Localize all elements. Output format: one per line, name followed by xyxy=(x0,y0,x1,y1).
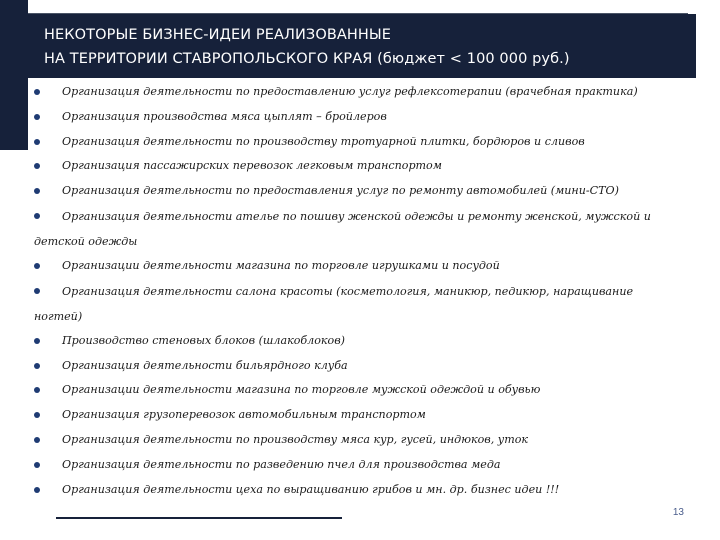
list-item xyxy=(34,329,694,354)
list-item-text: Организация деятельности по предоставления услуг по ремонту автомобилей (мини-СТО) xyxy=(62,184,619,198)
list-item-continuation: ногтей) xyxy=(34,309,83,323)
title-line-2: НА ТЕРРИТОРИИ СТАВРОПОЛЬСКОГО КРАЯ (бюджет < 100 000 руб.) xyxy=(44,51,570,67)
list-item-text: Организация деятельности по предоставлению услуг рефлексотерапии (врачебная практика) xyxy=(62,85,638,98)
bullet-dot-icon xyxy=(34,89,40,95)
bottom-divider xyxy=(56,517,342,519)
list-item xyxy=(34,354,694,379)
list-item xyxy=(34,130,694,155)
list-item-text: Организация деятельности по производству тротуарной плитки, бордюров и сливов xyxy=(62,134,585,148)
page-number: 13 xyxy=(672,507,684,518)
slide-title xyxy=(44,23,688,71)
list-item xyxy=(34,179,694,204)
bullet-dot-icon xyxy=(34,412,40,418)
list-item-text: Организация деятельности по производству мяса кур, гусей, индюков, уток xyxy=(62,432,529,446)
bullet-dot-icon xyxy=(34,263,40,269)
bullet-dot-icon xyxy=(34,338,40,344)
list-item xyxy=(34,453,694,478)
list-item xyxy=(34,154,694,179)
list-item-continuation: детской одежды xyxy=(34,234,138,248)
list-item-text: Производство стеновых блоков (шлакоблоков) xyxy=(62,333,345,347)
list-item-text: Организация пассажирских перевозок легковым транспортом xyxy=(62,159,442,173)
list-item-text: Организация производства мяса цыплят – бройлеров xyxy=(62,109,387,123)
bullet-dot-icon xyxy=(34,163,40,169)
bullet-dot-icon xyxy=(34,288,40,294)
list-item xyxy=(34,279,694,329)
list-item-text: Организация грузоперевозок автомобильным транспортом xyxy=(62,408,426,422)
list-item-text: Организация деятельности салона красоты (косметология, маникюр, педикюр, наращивание xyxy=(62,284,634,298)
list-item-text: Организация деятельности цеха по выращиванию грибов и мн. др. бизнес идеи !!! xyxy=(62,482,560,496)
list-item-text: Организация деятельности по разведению пчел для производства меда xyxy=(62,457,501,471)
list-item xyxy=(34,80,694,105)
bullet-dot-icon xyxy=(34,363,40,369)
business-ideas-list xyxy=(34,80,694,502)
bullet-dot-icon xyxy=(34,487,40,493)
list-item xyxy=(34,378,694,403)
list-item xyxy=(34,478,694,503)
left-accent-bar xyxy=(0,0,28,150)
bullet-dot-icon xyxy=(34,462,40,468)
bullet-dot-icon xyxy=(34,387,40,393)
list-item-text: Организация деятельности бильярдного клуба xyxy=(62,358,348,372)
title-banner xyxy=(28,14,696,78)
bullet-dot-icon xyxy=(34,437,40,443)
list-item xyxy=(34,105,694,130)
list-item-text: Организации деятельности магазина по торговле игрушками и посудой xyxy=(62,258,500,272)
list-item-text: Организация деятельности ателье по пошиву женской одежды и ремонту женской, мужской и xyxy=(62,209,651,223)
list-item xyxy=(34,403,694,428)
list-item xyxy=(34,204,694,254)
bullet-dot-icon xyxy=(34,213,40,219)
list-item xyxy=(34,254,694,279)
bullet-dot-icon xyxy=(34,114,40,120)
bullet-dot-icon xyxy=(34,188,40,194)
list-item xyxy=(34,428,694,453)
bullet-dot-icon xyxy=(34,139,40,145)
list-item-text: Организации деятельности магазина по торговле мужской одеждой и обувью xyxy=(62,383,541,397)
title-line-1: НЕКОТОРЫЕ БИЗНЕС-ИДЕИ РЕАЛИЗОВАННЫЕ xyxy=(44,27,392,43)
